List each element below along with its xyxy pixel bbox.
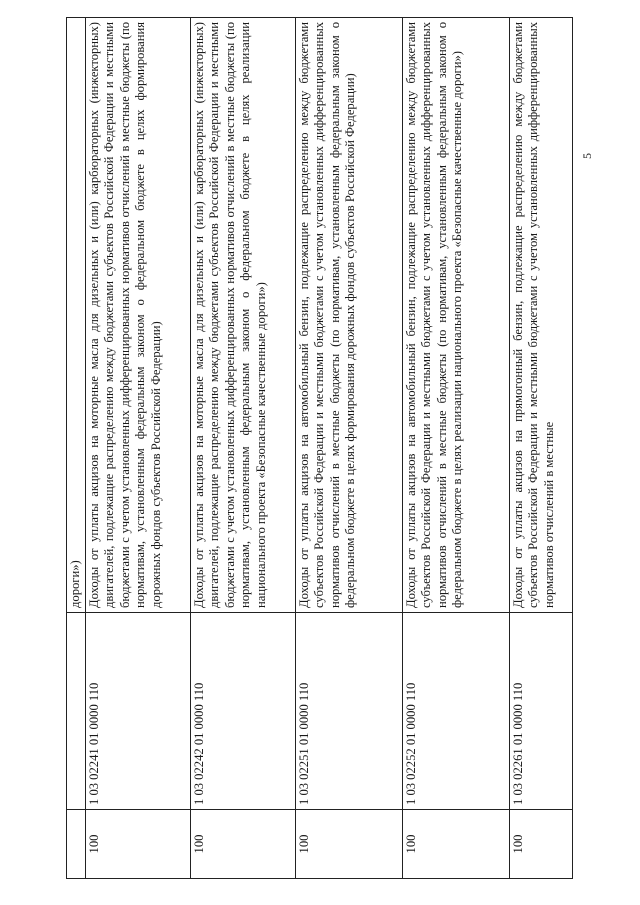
- name-cell: Доходы от уплаты акцизов на моторные масла для дизельных и (или) карбюраторных (инжекторных) двигателей, подлежащие распределению между бюджетами субъектов Российской Федерации и местными бюджетами с учетом установленных дифференцированных нормативов отчислений в местные бюджеты (по нормативам, установленным федеральным законом о федеральном бюджете в целях реализации национального проекта «Безопасные качественные дороги»): [191, 18, 296, 613]
- table-row: [296, 18, 403, 879]
- table-row: [86, 18, 191, 879]
- code-cell: 1 03 02241 01 0000 110: [86, 613, 191, 810]
- name-cell: Доходы от уплаты акцизов на моторные масла для дизельных и (или) карбюраторных (инжекторных) двигателей, подлежащие распределению между бюджетами субъектов Российской Федерации и местными бюджетами с учетом установленных дифференцированных нормативов отчислений в местные бюджеты (по нормативам, установленным федеральным законом о федеральном бюджете в целях формирования дорожных фондов субъектов Российской Федерации): [86, 18, 191, 613]
- admin-cell: 100: [510, 810, 573, 879]
- admin-cell: 100: [191, 810, 296, 879]
- name-cell: Доходы от уплаты акцизов на автомобильный бензин, подлежащие распределению между бюджетами субъектов Российской Федерации и местными бюджетами с учетом установленных дифференцированных нормативов отчислений в местные бюджеты (по нормативам, установленным федеральным законом о федеральном бюджете в целях реализации национального проекта «Безопасные качественные дороги»): [403, 18, 510, 613]
- code-cell: 1 03 02252 01 0000 110: [403, 613, 510, 810]
- code-cell: [67, 613, 86, 810]
- admin-cell: [67, 810, 86, 879]
- admin-cell: 100: [403, 810, 510, 879]
- table-row: [510, 18, 573, 879]
- revenue-table: [66, 17, 573, 879]
- code-cell: 1 03 02251 01 0000 110: [296, 613, 403, 810]
- rotated-content: [66, 17, 594, 879]
- code-cell: 1 03 02261 01 0000 110: [510, 613, 573, 810]
- name-cell: дороги»): [67, 18, 86, 613]
- name-cell: Доходы от уплаты акцизов на прямогонный бензин, подлежащие распределению между бюджетами субъектов Российской Федерации и местными бюджетами с учетом установленных дифференцированных нормативов отчислений в местные: [510, 18, 573, 613]
- table-row: [191, 18, 296, 879]
- admin-cell: 100: [296, 810, 403, 879]
- admin-cell: 100: [86, 810, 191, 879]
- page-number: 5: [580, 153, 594, 159]
- name-cell: Доходы от уплаты акцизов на автомобильный бензин, подлежащие распределению между бюджетами субъектов Российской Федерации и местными бюджетами с учетом установленных дифференцированных нормативов отчислений в местные бюджеты (по нормативам, установленным федеральным законом о федеральном бюджете в целях формирования дорожных фондов субъектов Российской Федерации): [296, 18, 403, 613]
- code-cell: 1 03 02242 01 0000 110: [191, 613, 296, 810]
- table-row: [403, 18, 510, 879]
- table-row: [67, 18, 86, 879]
